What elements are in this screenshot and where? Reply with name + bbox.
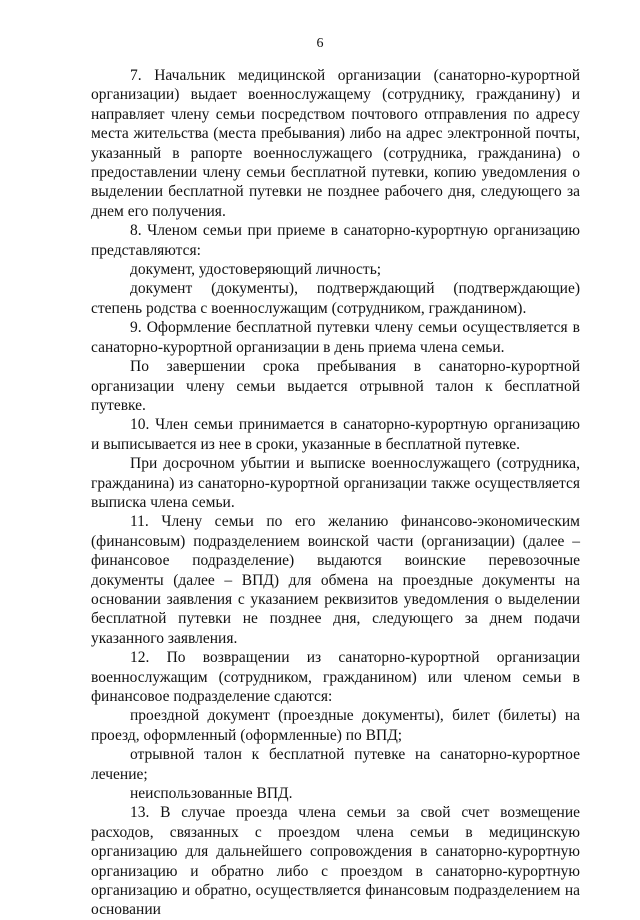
paragraph-9: 9. Оформление бесплатной путевки члену семьи осуществляется в санаторно-курортной организации в день приема члена семьи.	[91, 319, 580, 356]
paragraph-11: 11. Члену семьи по его желанию финансово-экономическим (финансовым) подразделением воинской части (организации) (далее – финансовое подразделение) выдаются воинские перевозочные документы (далее – ВПД) для обмена на проездные документы на основании заявления с указанием реквизитов уведомления о выделении бесплатной путевки не позднее дня, следующего за днем подачи указанного заявления.	[91, 513, 580, 647]
paragraph-12: 12. По возвращении из санаторно-курортной организации военнослужащим (сотрудником, гражданином) или членом семьи в финансовое подразделение сдаются:	[91, 649, 580, 705]
paragraph-8-item-kinship-documents: документ (документы), подтверждающий (подтверждающие) степень родства с военнослужащим (сотрудником, гражданином).	[91, 280, 580, 317]
paragraph-8: 8. Членом семьи при приеме в санаторно-курортную организацию представляются:	[91, 222, 580, 259]
paragraph-10: 10. Член семьи принимается в санаторно-курортную организацию и выписывается из нее в сроки, указанные в бесплатной путевке.	[91, 416, 580, 453]
page-number: 6	[316, 36, 324, 51]
paragraph-8-item-identity-document: документ, удостоверяющий личность;	[130, 261, 382, 279]
document-body	[91, 66, 580, 920]
paragraph-12-item-unused-vpd: неиспользованные ВПД.	[130, 785, 293, 803]
paragraph-13: 13. В случае проезда члена семьи за свой счет возмещение расходов, связанных с проездом члена семьи в медицинскую организацию для дальнейшего сопровождения в санаторно-курортную организацию и обратно либо с проездом в санаторно-курортную организацию и обратно, осуществляется финансовым подразделением на основании	[91, 804, 580, 919]
paragraph-10-continued: При досрочном убытии и выписке военнослужащего (сотрудника, гражданина) из санаторно-курортной организации также осуществляется выписка члена семьи.	[91, 455, 580, 511]
paragraph-9-continued: По завершении срока пребывания в санаторно-курортной организации члену семьи выдается отрывной талон к бесплатной путевке.	[91, 358, 580, 414]
paragraph-12-item-voucher-stub: отрывной талон к бесплатной путевке на санаторно-курортное лечение;	[91, 746, 580, 783]
paragraph-12-item-travel-documents: проездной документ (проездные документы), билет (билеты) на проезд, оформленный (оформленные) по ВПД;	[91, 707, 580, 744]
paragraph-7: 7. Начальник медицинской организации (санаторно-курортной организации) выдает военнослужащему (сотруднику, гражданину) и направляет члену семьи посредством почтового отправления по адресу места жительства (места пребывания) либо на адрес электронной почты, указанный в рапорте военнослужащего (сотрудника, гражданина) о предоставлении члену семьи бесплатной путевки, копию уведомления о выделении бесплатной путевки не позднее рабочего дня, следующего за днем его получения.	[91, 67, 580, 220]
